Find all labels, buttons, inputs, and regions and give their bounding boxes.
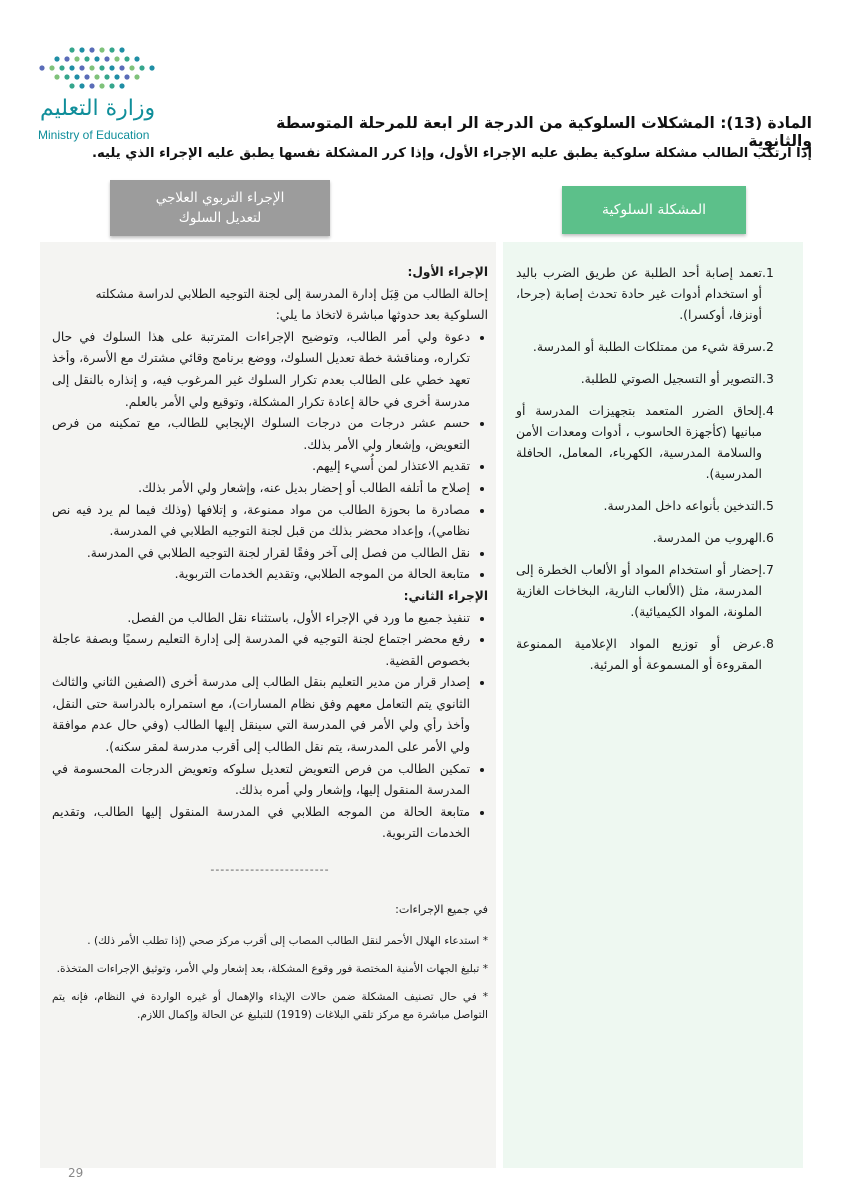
problem-number: .7 [762,562,774,577]
problem-text: التصوير أو التسجيل الصوتي للطلبة. [580,371,762,386]
problem-number: .8 [762,636,774,651]
page-number: 29 [68,1166,84,1180]
stage1-title: الإجراء الأول: [407,265,488,279]
stage1-item: • إصلاح ما أتلفه الطالب أو إحضار بديل عنه، وإشعار ولي الأمر بذلك. [52,478,470,500]
stage2-item: • متابعة الحالة من الموجه الطلابي في المدرسة المنقول إليها الطالب، وتقديم الخدمات التربوية. [52,802,470,845]
page-title: المادة (13): المشكلات السلوكية من الدرجة الر ابعة للمرحلة المتوسطة والثانوية [276,114,812,150]
problem-number: .2 [762,339,774,354]
problem-item [516,262,792,325]
procedure-content [52,262,488,1034]
stage1-item: • متابعة الحالة من الموجه الطلابي، وتقديم الخدمات التربوية. [52,564,470,586]
problem-item [516,527,792,548]
problem-text: التدخين بأنواعه داخل المدرسة. [603,498,762,513]
problem-text: إلحاق الضرر المتعمد بتجهيزات المدرسة أو مبانيها (كأجهزة الحاسوب ، أدوات ومعدات الأمن والسلامة المدرسية، الكهرباء، المعامل، الحافلة المدرسية). [516,403,762,481]
problem-text: عرض أو توزيع المواد الإعلامية الممنوعة المقروءة أو المسموعة أو المرئية. [516,636,762,672]
ministry-logo [36,44,176,144]
problem-item [516,495,792,516]
general-note: * في حال تصنيف المشكلة ضمن حالات الإيذاء والإهمال أو غيره الواردة في النظام، فإنه يتم التواصل مباشرة مع مركز تلقي البلاغات (1919) للتبليغ عن الحالة وإكمال اللازم. [52,991,488,1022]
procedure-header-line1: الإجراء التربوي العلاجي [155,190,285,206]
problem-item [516,559,792,622]
separator: ------------------------ [210,863,330,877]
problem-column-header [562,186,746,234]
stage2-item: • تمكين الطالب من فرص التعويض لتعديل سلوكه وتعويض الدرجات المحسومة في المدرسة المنقول إليها، وإشعار ولي أمره بذلك. [52,759,470,802]
problem-text: تعمد إصابة أحد الطلبة عن طريق الضرب باليد أو استخدام أدوات غير حادة تحدث إصابة (جرحا، أونزفا، أوكسرا). [516,265,762,322]
procedure-column-header [110,180,330,236]
problem-number: .6 [762,530,774,545]
stage2-list [52,608,488,846]
problem-item [516,336,792,357]
problem-list [516,262,792,686]
stage1-item: • نقل الطالب من فصل إلى آخر وفقًا لقرار لجنة التوجيه الطلابي في المدرسة. [52,543,470,565]
stage1-item: • دعوة ولي أمر الطالب، وتوضيح الإجراءات المترتبة على هذا السلوك في حال تكراره، ومناقشة خطة تعديل السلوك، ووضع برنامج وقائي مشترك مع الأسرة، وأخذ تعهد خطي على الطالب بعدم تكرار السلوك غير المرغوب فيه، و إنذاره بالنقل إلى مدرسة أخرى في حالة إعادة تكرار المشكلة، وتوقيع ولي الأمر بالعلم. [52,327,470,413]
all-procedures-title: في جميع الإجراءات: [395,902,488,916]
procedure-header-line2: لتعديل السلوك [178,210,262,226]
problem-header-label: المشكلة السلوكية [602,202,706,218]
problem-number: .1 [762,265,774,280]
stage1-item: • حسم عشر درجات من درجات السلوك الإيجابي للطالب، مع تمكينه من فرص التعويض، وإشعار ولي الأمر بذلك. [52,413,470,456]
problem-number: .5 [762,498,774,513]
problem-item [516,633,792,675]
stage1-list [52,327,488,586]
problem-number: .4 [762,403,774,418]
general-note: * استدعاء الهلال الأحمر لنقل الطالب المصاب إلى أقرب مركز صحي (إذا تطلب الأمر ذلك) . [87,935,488,948]
stage1-item: • مصادرة ما بحوزة الطالب من مواد ممنوعة، و إتلافها (وذلك فيما لم يرد فيه نص نظامي)، وإعداد محضر بذلك من قبل لجنة التوجيه الطلابي في المدرسة. [52,500,470,543]
stage2-item: • إصدار قرار من مدير التعليم بنقل الطالب إلى مدرسة أخرى (الصفين الثاني والثالث الثانوي يتم التعامل معهم وفق نظام المسارات)، مع استمراره بالدراسة حتى النقل، وأخذ رأي ولي الأمر في المدرسة التي سينقل إليها الطالب (وفي حال عدم موافقة ولي الأمر على المدرسة، يتم نقل الطالب إلى أقرب مدرسة لمقر سكنه). [52,672,470,758]
problem-number: .3 [762,371,774,386]
intro-text: إذا ارتكب الطالب مشكلة سلوكية يطبق عليه الإجراء الأول، وإذا كرر المشكلة نفسها يطبق عليه الإجراء الذي يليه. [91,146,812,161]
logo-arabic-text: وزارة التعليم [40,96,156,121]
problem-item [516,400,792,484]
problem-text: إحضار أو استخدام المواد أو الألعاب الخطرة إلى المدرسة، مثل (الألعاب النارية، البخاخات الغازية الملونة، المواد الكيميائية). [516,562,762,619]
logo-dots-icon [36,44,176,92]
general-note: * تبليغ الجهات الأمنية المختصة فور وقوع المشكلة، بعد إشعار ولي الأمر، وتوثيق الإجراءات المتخذة. [56,963,488,976]
stage2-item: • تنفيذ جميع ما ورد في الإجراء الأول، باستثناء نقل الطالب من الفصل. [52,608,470,630]
stage1-item: • تقديم الاعتذار لمن أُسيء إليهم. [52,456,470,478]
logo-english-text: Ministry of Education [38,128,150,142]
problem-text: الهروب من المدرسة. [652,530,762,545]
stage1-intro: إحالة الطالب من قِبَل إدارة المدرسة إلى لجنة التوجيه الطلابي لدراسة مشكلته السلوكية بعد حدوثها مباشرة لاتخاذ ما يلي: [95,286,488,323]
problem-text: سرقة شيء من ممتلكات الطلبة أو المدرسة. [532,339,762,354]
stage2-title: الإجراء الثاني: [403,588,488,603]
problem-item [516,368,792,389]
stage2-item: • رفع محضر اجتماع لجنة التوجيه في المدرسة إلى إدارة التعليم رسميًا وبصفة عاجلة بخصوص القضية. [52,629,470,672]
